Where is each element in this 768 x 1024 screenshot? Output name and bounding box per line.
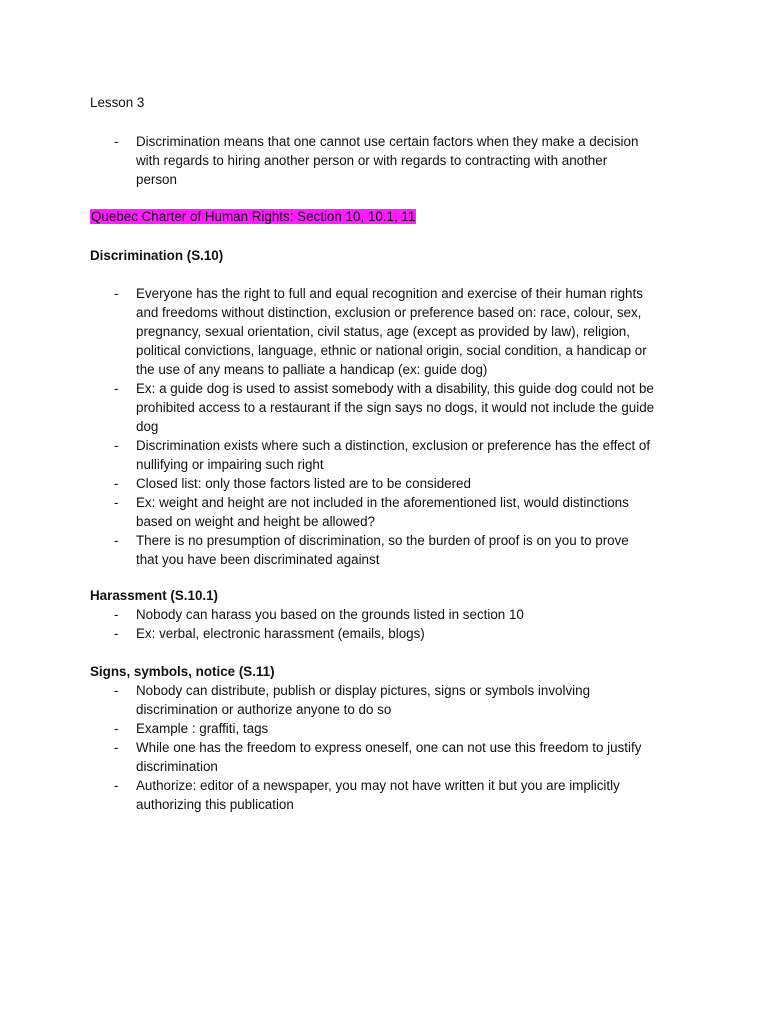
section-heading-signs: Signs, symbols, notice (S.11) bbox=[90, 664, 275, 679]
bullet-dash: - bbox=[114, 438, 119, 453]
list-item bbox=[90, 531, 690, 569]
intro-list bbox=[90, 132, 690, 189]
list-item-text: There is no presumption of discrimination, so the burden of proof is on you to prove that you have been discriminated against bbox=[136, 533, 629, 567]
harassment-list bbox=[90, 605, 690, 643]
list-item-text: Ex: verbal, electronic harassment (emails, blogs) bbox=[136, 626, 425, 641]
list-item bbox=[90, 379, 690, 436]
list-item bbox=[90, 132, 690, 189]
bullet-dash: - bbox=[114, 607, 119, 622]
list-item bbox=[90, 624, 690, 643]
list-item-text: Ex: a guide dog is used to assist somebody with a disability, this guide dog could not be prohibited access to a restaurant if the sign says no dogs, it would not include the guide dog bbox=[136, 381, 655, 434]
bullet-dash: - bbox=[114, 134, 119, 149]
list-item-text: While one has the freedom to express oneself, one can not use this freedom to justify discrimination bbox=[136, 740, 642, 774]
bullet-dash: - bbox=[114, 476, 119, 491]
list-item bbox=[90, 493, 690, 531]
lesson-title: Lesson 3 bbox=[90, 95, 145, 110]
bullet-dash: - bbox=[114, 626, 119, 641]
bullet-dash: - bbox=[114, 721, 119, 736]
list-item-text: Closed list: only those factors listed are to be considered bbox=[136, 476, 471, 491]
bullet-dash: - bbox=[114, 740, 119, 755]
bullet-dash: - bbox=[114, 778, 119, 793]
list-item bbox=[90, 436, 690, 474]
bullet-dash: - bbox=[114, 286, 119, 301]
list-item-text: Authorize: editor of a newspaper, you may not have written it but you are implicitly authorizing this publication bbox=[136, 778, 620, 812]
signs-list bbox=[90, 681, 690, 814]
bullet-dash: - bbox=[114, 683, 119, 698]
bullet-dash: - bbox=[114, 495, 119, 510]
bullet-dash: - bbox=[114, 381, 119, 396]
list-item bbox=[90, 738, 690, 776]
list-item-text: Example : graffiti, tags bbox=[136, 721, 269, 736]
intro-item-text: Discrimination means that one cannot use certain factors when they make a decision with regards to hiring another person or with regards to contracting with another person bbox=[136, 134, 639, 187]
list-item bbox=[90, 719, 690, 738]
list-item bbox=[90, 474, 690, 493]
charter-highlight-line bbox=[90, 207, 416, 226]
section-heading-discrimination: Discrimination (S.10) bbox=[90, 248, 224, 263]
list-item bbox=[90, 681, 690, 719]
list-item bbox=[90, 284, 690, 379]
list-item-text: Nobody can harass you based on the grounds listed in section 10 bbox=[136, 607, 524, 622]
list-item-text: Nobody can distribute, publish or display pictures, signs or symbols involving discrimination or authorize anyone to do so bbox=[136, 683, 591, 717]
list-item-text: Discrimination exists where such a distinction, exclusion or preference has the effect of nullifying or impairing such right bbox=[136, 438, 651, 472]
list-item-text: Ex: weight and height are not included in the aforementioned list, would distinctions based on weight and height be allowed? bbox=[136, 495, 629, 529]
highlighted-text: Quebec Charter of Human Rights: Section 10, 10.1, 11 bbox=[91, 209, 416, 224]
list-item bbox=[90, 776, 690, 814]
section-heading-harassment: Harassment (S.10.1) bbox=[90, 588, 219, 603]
list-item-text: Everyone has the right to full and equal recognition and exercise of their human rights and freedoms without distinction, exclusion or preference based on: race, colour, sex, pregnancy, sexual orientation, civil status, age (except as provided by law), religion, political convictions, language, ethnic or national origin, social condition, a handicap or the use of any means to palliate a handicap (ex: guide dog) bbox=[136, 286, 647, 377]
list-item bbox=[90, 605, 690, 624]
bullet-dash: - bbox=[114, 533, 119, 548]
discrimination-list bbox=[90, 284, 690, 569]
